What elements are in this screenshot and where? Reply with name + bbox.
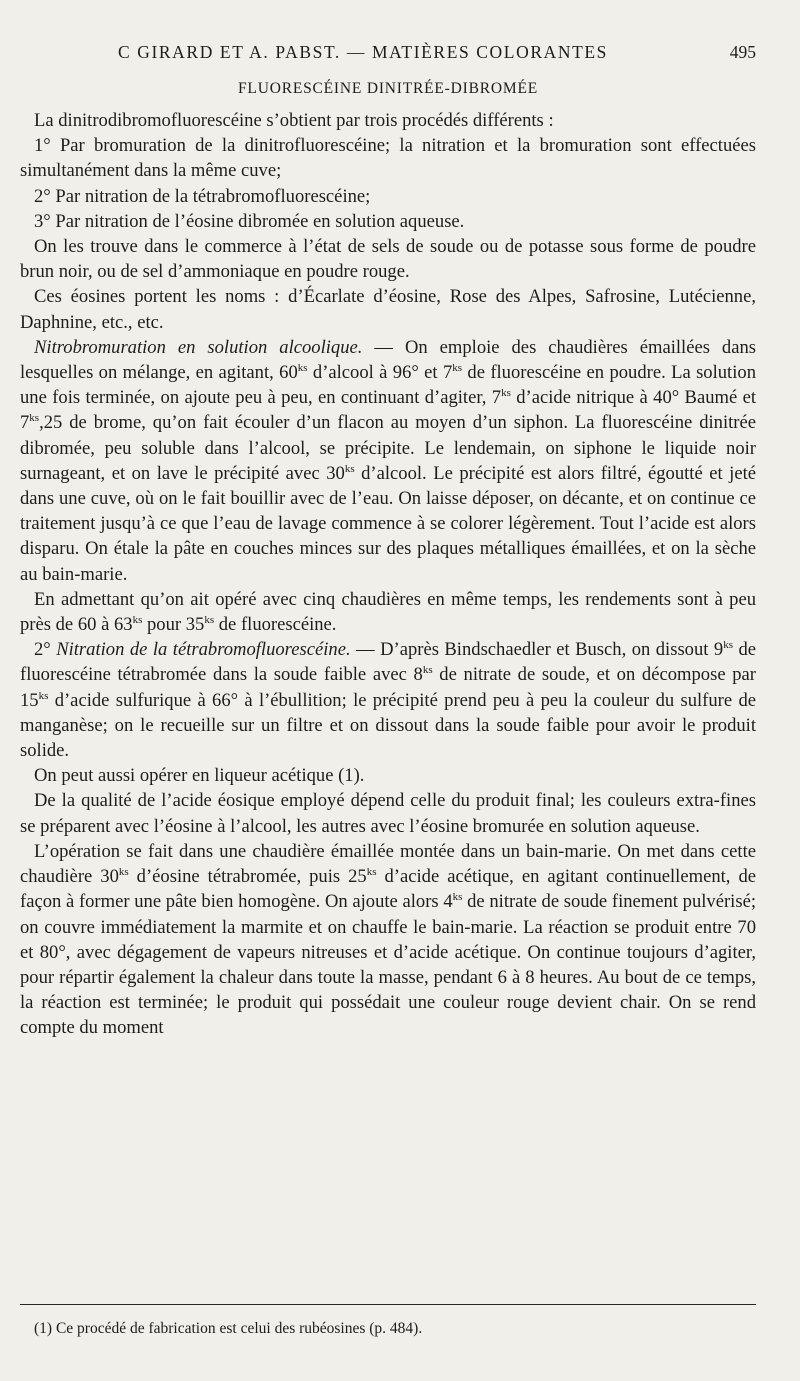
- unit-superscript: ks: [452, 361, 463, 374]
- unit-superscript: ks: [38, 689, 49, 702]
- unit-superscript: ks: [204, 613, 215, 626]
- paragraph: [20, 587, 756, 637]
- unit-superscript: ks: [501, 387, 511, 400]
- paragraph: 3° Par nitration de l’éosine dibromée en solution aqueuse.: [34, 210, 465, 232]
- text-run: d’acide nitrique à 40° Baumé et 7: [20, 387, 756, 434]
- text-run: En admettant qu’on ait opéré avec cinq chaudières en même temps, les rendements sont à peu près de 60 à 63: [20, 588, 756, 636]
- paragraph: [20, 839, 756, 1041]
- unit-superscript: ks: [132, 613, 143, 626]
- text-run: de fluorescéine.: [214, 614, 337, 636]
- page-number: 495: [729, 42, 756, 62]
- unit-superscript: ks: [297, 361, 308, 374]
- text-run: — D’après Bindschaedler et Busch, on dissout 9: [350, 639, 724, 661]
- footnote: (1) Ce procédé de fabrication est celui des rubéosines (p. 484).: [34, 1320, 423, 1337]
- text-run: de nitrate de soude finement pulvérisé; on couvre immédiatement la marmite et on chauffe le bain-marie. La réaction se produit entre 70 et 80°, avec dégagement de vapeurs nitreuses et d’acide acétique. On continue toujours d’agiter, pour répartir également la chaleur dans toute la masse, pendant 6 à 8 heures. Au bout de ce temps, la réaction est terminée; le produit qui possédait une couleur rouge devient chair. On se rend compte du moment: [20, 891, 756, 1039]
- running-header: [20, 42, 756, 68]
- italic-heading: Nitration de la tétrabromofluorescéine.: [56, 639, 351, 661]
- paragraph: [20, 637, 756, 763]
- paragraph: De la qualité de l’acide éosique employé dépend celle du produit final; les couleurs extra-fines se préparent avec l’éosine à l’alcool, les autres avec l’éosine bromurée en solution aqueuse.: [20, 790, 756, 837]
- text-run: d’alcool à 96° et 7: [307, 362, 453, 384]
- paragraph: [20, 335, 756, 587]
- text-run: d’alcool. Le précipité est alors filtré, égoutté et jeté dans une cuve, où on le fait bouillir avec de l’eau. On laisse déposer, on décante, et on continue ce traitement jusqu’à ce que l’eau de lavage commence à se colorer légèrement. Tout l’acide est alors disparu. On étale la pâte en couches minces sur des plaques métalliques émaillées, et on la sèche au bain-marie.: [20, 462, 756, 585]
- body-text: [20, 108, 756, 1041]
- text-run: de nitrate de soude, et on décompose par 15: [20, 664, 756, 711]
- section-title: FLUORESCÉINE DINITRÉE-DIBROMÉE: [238, 80, 538, 97]
- text-run: pour 35: [142, 614, 205, 636]
- text-run: de fluorescéine en poudre. La solution une fois terminée, on ajoute peu à peu, en continuant d’agiter, 7: [20, 362, 756, 409]
- unit-superscript: ks: [422, 664, 433, 677]
- text-run: d’acide acétique, en agitant continuellement, de façon à former une pâte bien homogène. On ajoute alors 4: [20, 866, 756, 913]
- unit-superscript: ks: [366, 865, 377, 878]
- text-run: — On emploie des chaudières émaillées dans lesquelles on mélange, en agitant, 60: [20, 336, 756, 384]
- text-run: de fluorescéine tétrabromée dans la soude faible avec 8: [20, 639, 756, 686]
- unit-superscript: ks: [344, 462, 355, 475]
- text-run: d’éosine tétrabromée, puis 25: [128, 866, 367, 888]
- footnote-divider: [20, 1304, 756, 1305]
- unit-superscript: ks: [723, 639, 733, 652]
- unit-superscript: ks: [118, 865, 129, 878]
- text-run: L’opération se fait dans une chaudière émaillée montée dans un bain-marie. On met dans cette chaudière 30: [20, 840, 756, 888]
- text-run: ,25 de brome, qu’on fait écouler d’un flacon au moyen d’un siphon. La fluorescéine dinitrée dibromée, peu soluble dans l’alcool, se précipite. Le lendemain, on siphone le liquide noir surnageant, et on lave le précipité avec 30: [20, 412, 756, 484]
- unit-superscript: ks: [452, 891, 463, 904]
- paragraph: Ces éosines portent les noms : d’Écarlate d’éosine, Rose des Alpes, Safrosine, Lutécienne, Daphnine, etc., etc.: [20, 286, 756, 333]
- paragraph: 1° Par bromuration de la dinitrofluorescéine; la nitration et la bromuration sont effectuées simultanément dans la même cuve;: [20, 135, 756, 182]
- italic-heading: Nitrobromuration en solution alcoolique.: [34, 336, 363, 358]
- paragraph: 2° Par nitration de la tétrabromofluorescéine;: [34, 185, 371, 207]
- text-run: d’acide sulfurique à 66° à l’ébullition; le précipité prend peu à peu la couleur du sulfure de manganèse; on le recueille sur un filtre et on dissout dans la soude faible pour avoir le produit solide.: [20, 689, 756, 762]
- running-title: C GIRARD ET A. PABST. — MATIÈRES COLORANTES: [118, 42, 608, 62]
- text-run: 2°: [34, 639, 57, 661]
- paragraph: On les trouve dans le commerce à l’état de sels de soude ou de potasse sous forme de poudre brun noir, ou de sel d’ammoniaque en poudre rouge.: [20, 236, 756, 283]
- unit-superscript: ks: [29, 412, 40, 425]
- paragraph: La dinitrodibromofluorescéine s’obtient par trois procédés différents :: [34, 110, 554, 131]
- paragraph: On peut aussi opérer en liqueur acétique (1).: [34, 765, 365, 787]
